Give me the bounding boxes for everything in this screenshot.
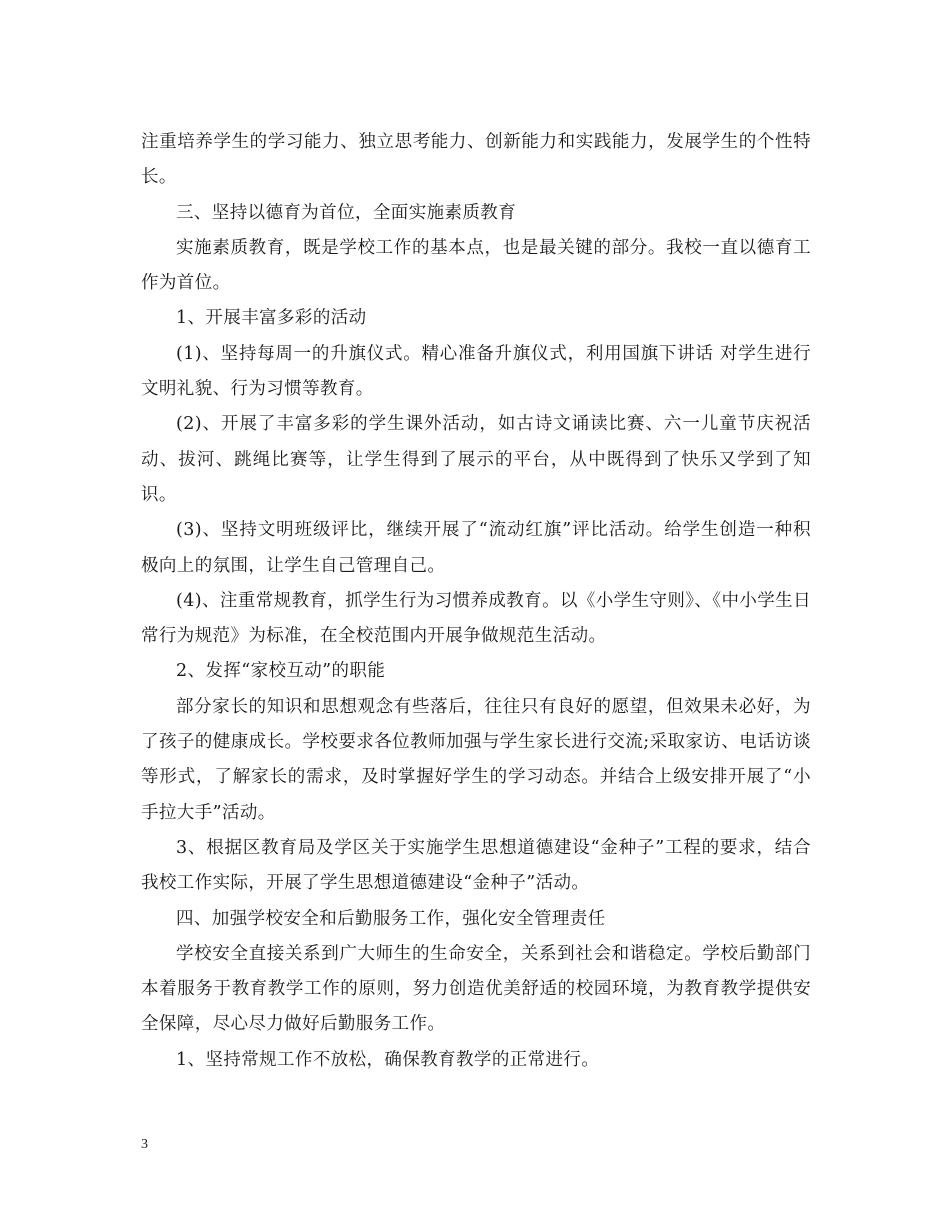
paragraph: 部分家长的知识和思想观念有些落后，往往只有良好的愿望，但效果未必好，为了孩子的健康成长。学校要求各位教师加强与学生家长进行交流;采取家访、电话访谈等形式，了解家长的需求，及时掌握好学生的学习动态。并结合上级安排开展了“小手拉大手”活动。 bbox=[141, 696, 811, 823]
list-item: (2)、开展了丰富多彩的学生课外活动，如古诗文诵读比赛、六一儿童节庆祝活动、拔河、跳绳比赛等，让学生得到了展示的平台，从中既得到了快乐又学到了知识。 bbox=[141, 414, 811, 505]
list-item: (3)、坚持文明班级评比，继续开展了“流动红旗”评比活动。给学生创造一种积极向上的氛围，让学生自己管理自己。 bbox=[141, 520, 811, 576]
document-body bbox=[141, 125, 811, 1078]
section-heading-3: 三、坚持以德育为首位，全面实施素质教育 bbox=[176, 202, 517, 223]
subsection-heading: 1、开展丰富多彩的活动 bbox=[176, 308, 367, 329]
subsection-heading: 2、发挥“家校互动”的职能 bbox=[176, 661, 386, 682]
paragraph: 学校安全直接关系到广大师生的生命安全，关系到社会和谐稳定。学校后勤部门本着服务于教育教学工作的原则，努力创造优美舒适的校园环境，为教育教学提供安全保障，尽心尽力做好后勤服务工作。 bbox=[141, 943, 811, 1035]
list-item: (1)、坚持每周一的升旗仪式。精心准备升旗仪式，利用国旗下讲话 对学生进行文明礼貌、行为习惯等教育。 bbox=[141, 343, 811, 400]
paragraph: 3、根据区教育局及学区关于实施学生思想道德建设“金种子”工程的要求，结合我校工作实际，开展了学生思想道德建设“金种子”活动。 bbox=[141, 837, 811, 894]
paragraph: 实施素质教育，既是学校工作的基本点，也是最关键的部分。我校一直以德育工作为首位。 bbox=[141, 237, 811, 294]
list-item: (4)、注重常规教育，抓学生行为习惯养成教育。以《小学生守则》、《中小学生日常行为规范》为标准，在全校范围内开展争做规范生活动。 bbox=[141, 590, 811, 647]
paragraph-continuation: 注重培养学生的学习能力、独立思考能力、创新能力和实践能力，发展学生的个性特长。 bbox=[141, 132, 811, 188]
subsection-heading: 1、坚持常规工作不放松，确保教育教学的正常进行。 bbox=[176, 1049, 600, 1070]
page-number: 3 bbox=[141, 1137, 148, 1152]
section-heading-4: 四、加强学校安全和后勤服务工作，强化安全管理责任 bbox=[176, 908, 606, 929]
